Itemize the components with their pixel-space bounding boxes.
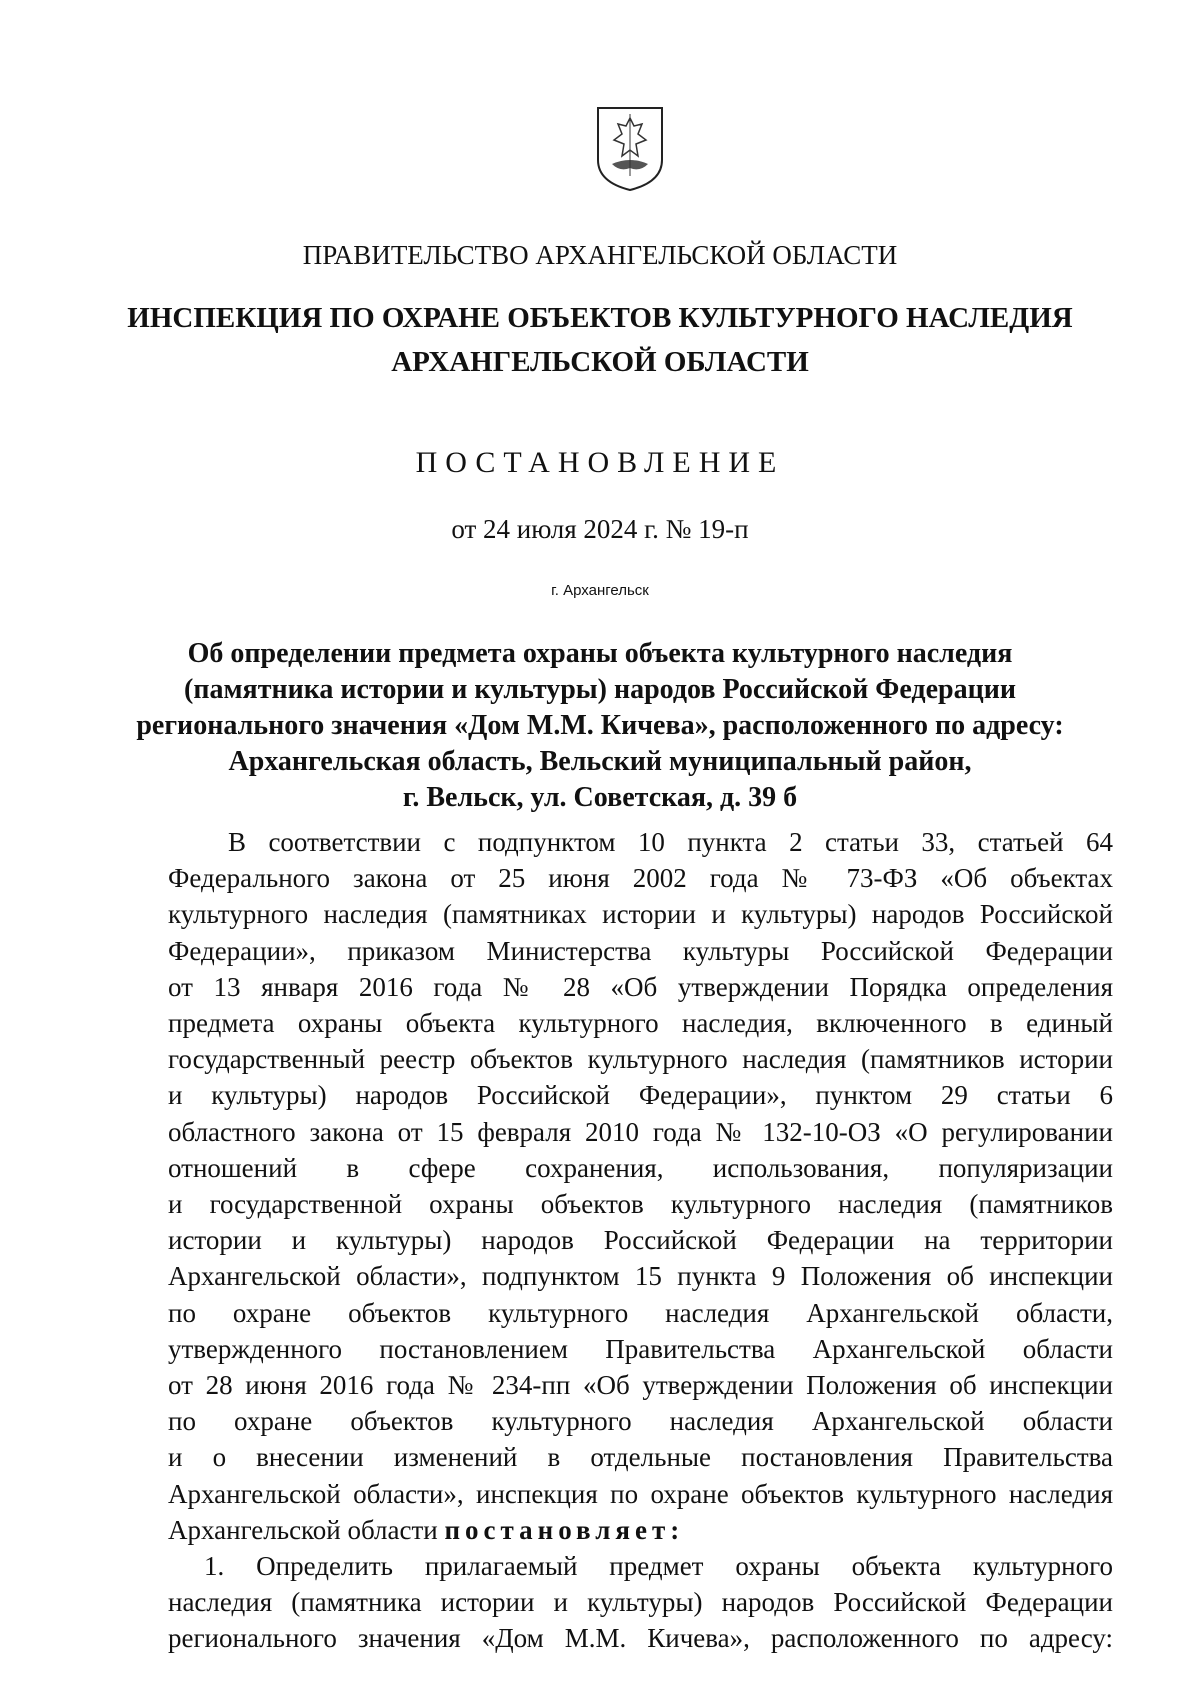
government-name: ПРАВИТЕЛЬСТВО АРХАНГЕЛЬСКОЙ ОБЛАСТИ — [302, 240, 898, 270]
inspection-name: ИНСПЕКЦИЯ ПО ОХРАНЕ ОБЪЕКТОВ КУЛЬТУРНОГО НАСЛЕДИЯ АРХАНГЕЛЬСКОЙ ОБЛАСТИ — [127, 302, 1073, 378]
document-body: В соответствии с подпунктом 10 пункта 2 статьи 33, статьей 64 Федерального закона от 25 июня 2002 года № 73-ФЗ «Об объектах культурного наследия (памятниках истории и культуры) народов Российской Федерации», приказом Министерства культуры Российской Федерации от 13 января 2016 года № 28 «Об утверждении Порядка определения предмета охраны объекта культурного наследия, включенного в единый государственный реестр объектов культурного наследия (памятников истории и культуры) народов Российской Федерации», пунктом 29 статьи 6 областного закона от 15 февраля 2010 года № 132-10-ОЗ «О регулировании отношений в сфере сохранения, использования, популяризации и государственной охраны объектов культурного наследия (памятников истории и культуры) народов Российской Федерации на территории Архангельской области», подпунктом 15 пункта 9 Положения об инспекции по охране объектов культурного наследия Архангельской области, утвержденного постановлением Правительства Архангельской области от 28 июня 2016 года № 234-пп «Об утверждении Положения об инспекции по охране объектов культурного наследия Архангельской области и о внесении изменений в отдельные постановления Правительства Архангельской области», инспекция по охране объектов культурного наследия Архангельской области постановляет: 1. Определить прилагаемый предмет охраны объекта культурного наследия (памятника истории и культуры) народов Российской Федерации регионального значения «Дом М.М. Кичева», расположенного по адресу: — [168, 827, 1113, 1654]
document-date-number: от 24 июля 2024 г. № 19-п — [451, 514, 749, 544]
document-city: г. Архангельск — [551, 582, 649, 599]
document-type: ПОСТАНОВЛЕНИЕ — [415, 446, 785, 479]
coat-of-arms-icon — [594, 104, 666, 192]
document-title: Об определении предмета охраны объекта культурного наследия (памятника истории и культуры) народов Российской Федерации регионального значения «Дом М.М. Кичева», расположенного по адресу: Архангельская область, Вельский муниципальный район, г. Вельск, ул. Советская, д. 39 б — [136, 638, 1064, 813]
